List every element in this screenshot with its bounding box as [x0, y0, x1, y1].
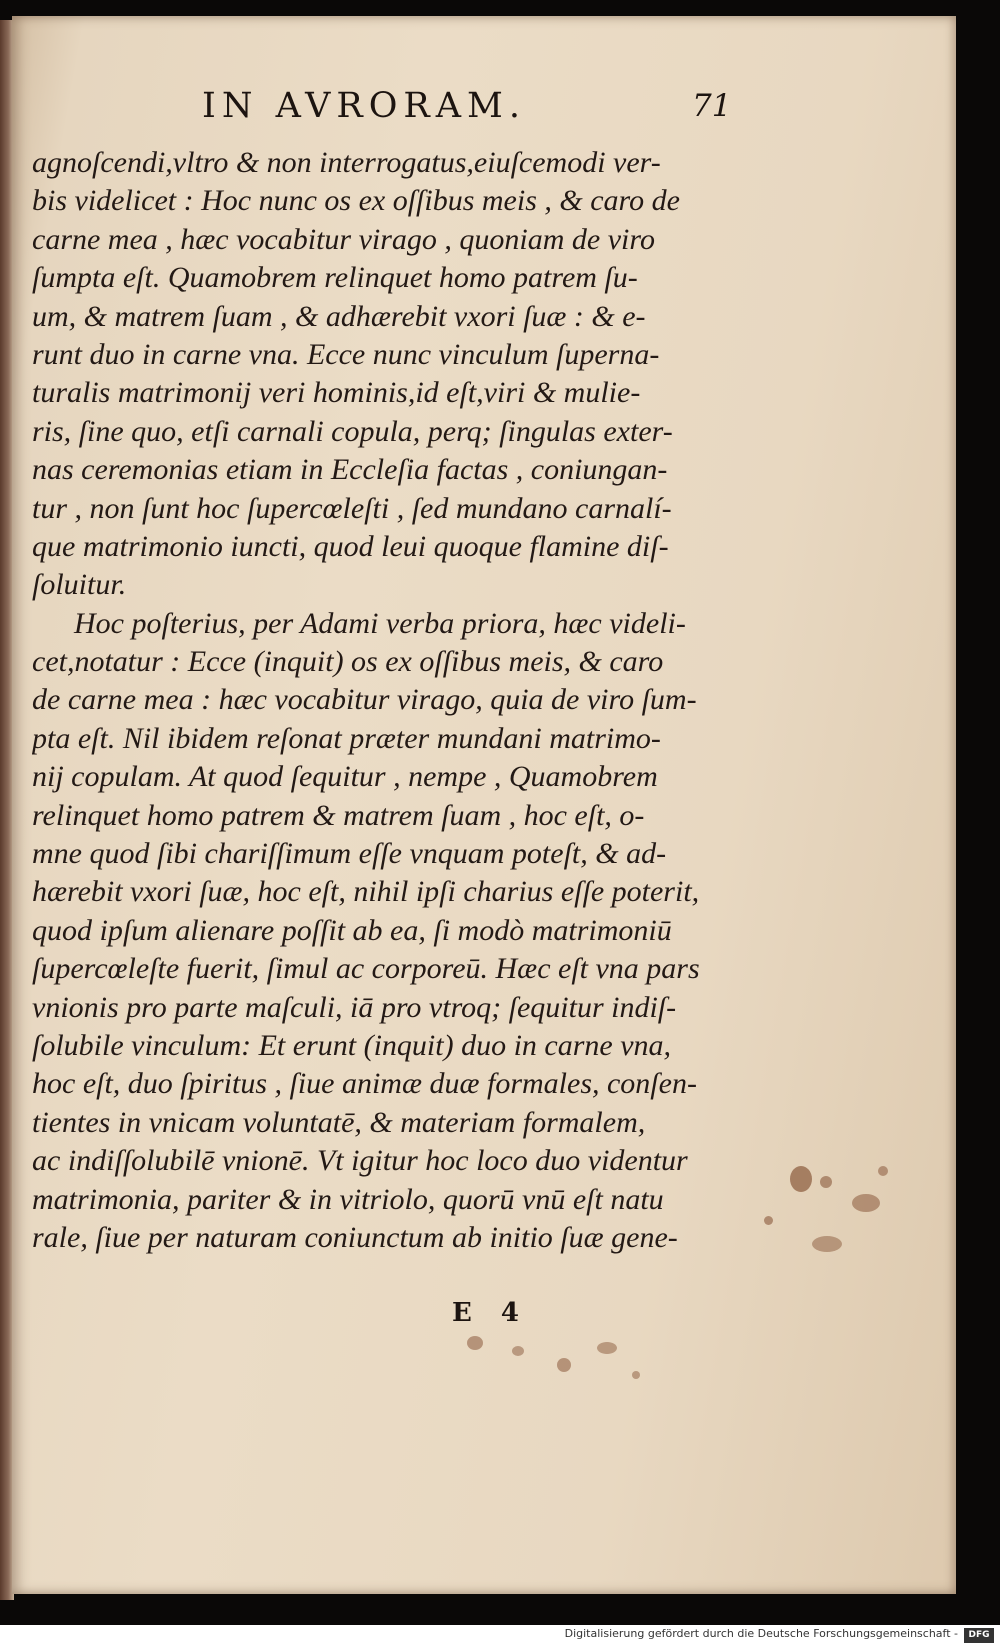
text-line: tur , non ſunt hoc ſupercœleſti , ſed mundano carnalí-: [32, 491, 672, 525]
signature-mark: E 4: [452, 1298, 519, 1328]
text-line: turalis matrimonij veri hominis,id eſt,viri & mulie-: [32, 376, 641, 410]
digitization-footer: [0, 1625, 1000, 1647]
text-line: pta eſt. Nil ibidem reſonat præter mundani matrimo-: [32, 721, 661, 755]
ink-stain: [764, 1216, 773, 1225]
text-line: ſumpta eſt. Quamobrem relinquet homo patrem ſu-: [32, 261, 638, 295]
body-text: [32, 144, 722, 1257]
text-line: nas ceremonias etiam in Eccleſia factas , coniungan-: [32, 453, 668, 487]
text-line: ac indiſſolubilē vnionē. Vt igitur hoc loco duo videntur: [32, 1144, 688, 1178]
ink-stain: [557, 1358, 571, 1372]
ink-stain: [597, 1342, 617, 1354]
dfg-logo: DFG: [964, 1628, 994, 1643]
text-line: tientes in vnicam voluntatē, & materiam formalem,: [32, 1105, 646, 1139]
text-line: cet,notatur : Ecce (inquit) os ex oſſibus meis, & caro: [32, 645, 664, 679]
text-line: nij copulam. At quod ſequitur , nempe , Quamobrem: [32, 760, 658, 794]
text-line: mne quod ſibi chariſſimum eſſe vnquam poteſt, & ad-: [32, 837, 667, 871]
text-line: ſolubile vinculum: Et erunt (inquit) duo in carne vna,: [32, 1028, 672, 1062]
text-line: hærebit vxori ſuæ, hoc eſt, nihil ipſi charius eſſe poterit,: [32, 875, 700, 909]
text-line: bis videlicet : Hoc nunc os ex oſſibus meis , & caro de: [32, 184, 680, 218]
text-line: ris, ſine quo, etſi carnali copula, perq; ſingulas exter-: [32, 414, 673, 448]
ink-stain: [820, 1176, 832, 1188]
ink-stain: [812, 1236, 842, 1252]
page-paper: [12, 16, 956, 1594]
ink-stain: [790, 1166, 812, 1192]
text-line: runt duo in carne vna. Ecce nunc vinculum ſuperna-: [32, 337, 660, 371]
text-line: hoc eſt, duo ſpiritus , ſiue animæ duæ formales, conſen-: [32, 1067, 697, 1101]
running-head: IN AVRORAM.: [202, 86, 527, 126]
ink-stain: [512, 1346, 524, 1356]
paragraph-start-line: Hoc poſterius, per Adami verba priora, hæc videli-: [74, 606, 686, 640]
text-line: vnionis pro parte maſculi, iā pro vtroq; ſequitur indiſ-: [32, 990, 677, 1024]
text-line: um, & matrem ſuam , & adhærebit vxori ſuæ : & e-: [32, 299, 646, 333]
text-line: ſupercœleſte fuerit, ſimul ac corporeū. Hæc eſt vna pars: [32, 952, 700, 986]
ink-stain: [632, 1371, 640, 1379]
text-line: ſoluitur.: [32, 568, 127, 602]
text-line: agnoſcendi,vltro & non interrogatus,eiuſcemodi ver-: [32, 146, 661, 179]
ink-stain: [878, 1166, 888, 1176]
ink-stain: [852, 1194, 880, 1212]
text-line: que matrimonio iuncti, quod leui quoque flamine diſ-: [32, 529, 669, 563]
text-line: relinquet homo patrem & matrem ſuam , hoc eſt, o-: [32, 798, 645, 832]
text-line: de carne mea : hæc vocabitur virago, quia de viro ſum-: [32, 683, 697, 717]
ink-stain: [467, 1336, 483, 1350]
text-line: matrimonia, pariter & in vitriolo, quorū vnū eſt natu: [32, 1182, 664, 1216]
text-line: carne mea , hæc vocabitur virago , quoniam de viro: [32, 222, 655, 256]
text-line: rale, ſiue per naturam coniunctum ab initio ſuæ gene-: [32, 1220, 678, 1254]
page-number: 71: [692, 88, 732, 124]
text-line: quod ipſum alienare poſſit ab ea, ſi modò matrimoniū: [32, 913, 672, 947]
funding-credit: Digitalisierung gefördert durch die Deutsche Forschungsgemeinschaft -: [564, 1627, 958, 1640]
